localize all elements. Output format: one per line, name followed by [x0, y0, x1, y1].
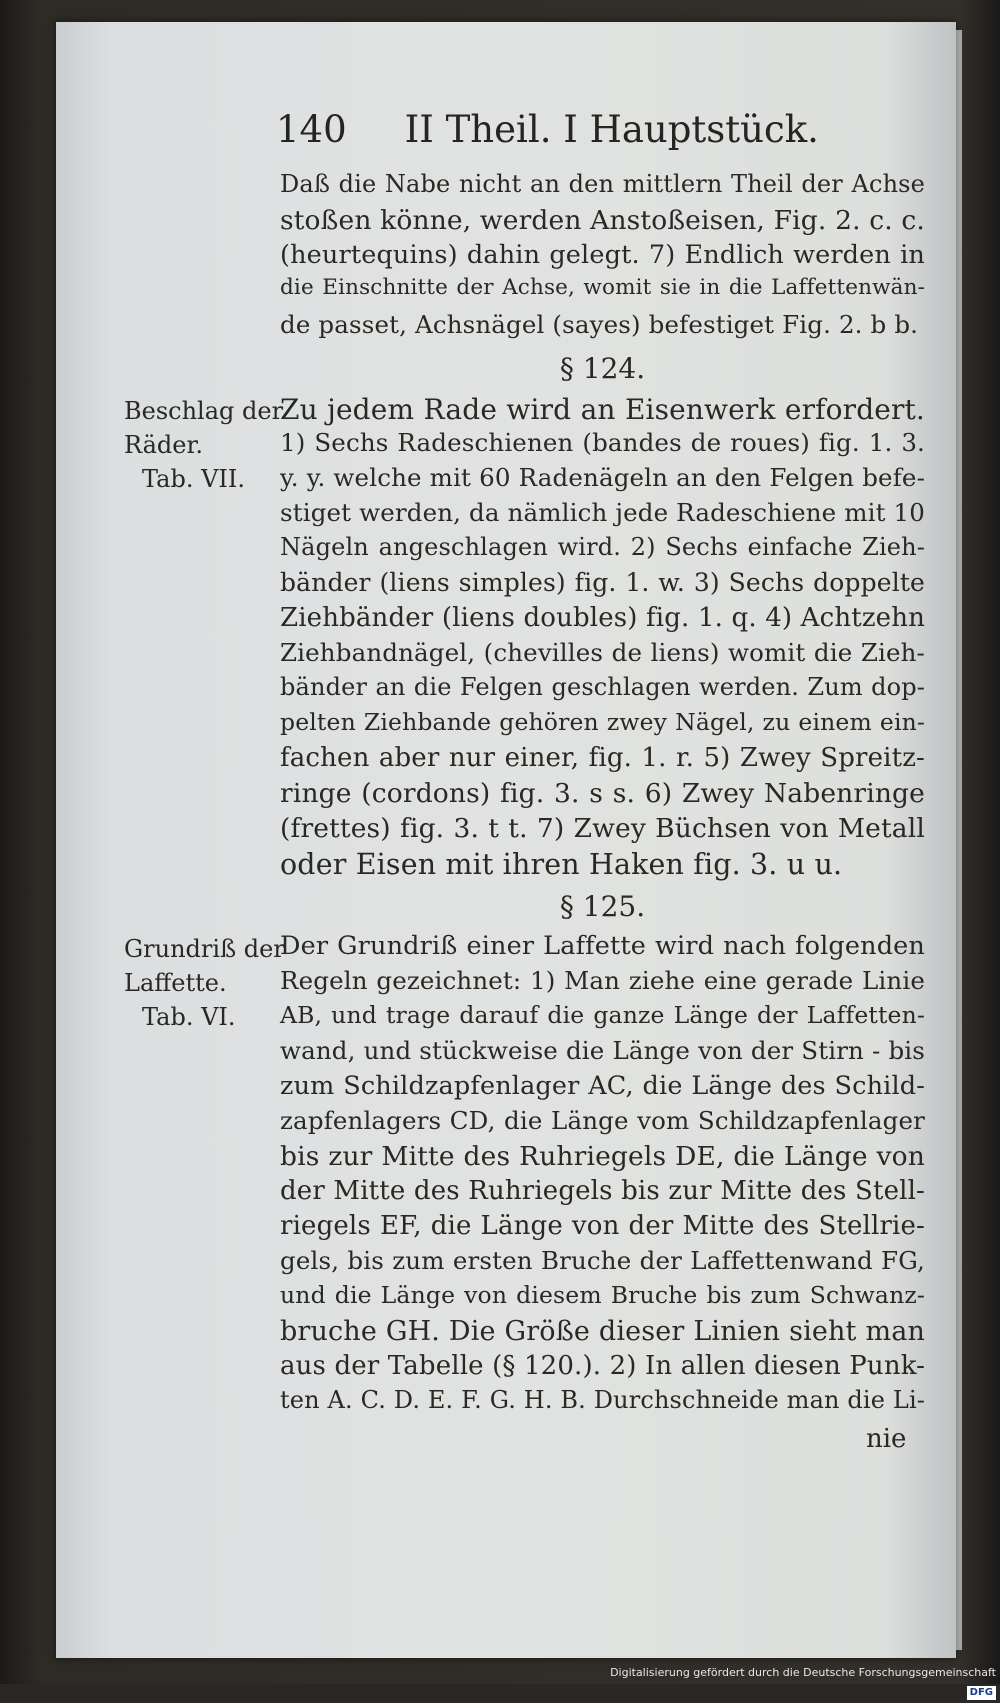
text-line: Ziehbandnägel, (chevilles de liens) womit die Zieh-	[280, 638, 925, 667]
text-line: Der Grundriß einer Laffette wird nach folgenden	[280, 931, 925, 961]
text-line: Daß die Nabe nicht an den mittlern Theil der Achse	[280, 170, 925, 198]
running-title: II Theil. I Hauptstück.	[404, 108, 819, 151]
text-line: zum Schildzapfenlager AC, die Länge des Schild-	[280, 1071, 925, 1101]
text-line: de passet, Achsnägel (sayes) befestiget Fig. 2. b b.	[280, 310, 919, 339]
text-line: Ziehbänder (liens doubles) fig. 1. q. 4) Achtzehn	[280, 603, 925, 633]
text-line: ringe (cordons) fig. 3. s s. 6) Zwey Nabenringe	[280, 778, 925, 809]
margin-note-line: Grundriß der	[124, 935, 285, 963]
text-line: zapfenlagers CD, die Länge vom Schildzapfenlager	[280, 1106, 925, 1135]
text-line: bänder (liens simples) fig. 1. w. 3) Sechs doppelte	[280, 568, 925, 597]
margin-note	[124, 394, 294, 496]
margin-note-line: Tab. VI.	[142, 1003, 236, 1031]
text-line: 1) Sechs Radeschienen (bandes de roues) fig. 1. 3.	[280, 428, 925, 457]
text-line: pelten Ziehbande gehören zwey Nägel, zu einem ein-	[280, 708, 925, 736]
text-line: AB, und trage darauf die ganze Länge der Laffetten-	[280, 1001, 925, 1029]
page-number: 140	[276, 108, 347, 151]
footer-text: Digitalisierung gefördert durch die Deutsche Forschungsgemeinschaft	[610, 1666, 996, 1679]
text-line: wand, und stückweise die Länge von der Stirn - bis	[280, 1036, 925, 1065]
text-line: (heurtequins) dahin gelegt. 7) Endlich werden in	[280, 240, 925, 270]
dfg-logo: DFG	[967, 1686, 996, 1700]
margin-note-line: Tab. VII.	[142, 465, 245, 493]
text-line: (frettes) fig. 3. t t. 7) Zwey Büchsen von Metall	[280, 813, 925, 844]
catchword: nie	[866, 1424, 907, 1454]
text-line: gels, bis zum ersten Bruche der Laffettenwand FG,	[280, 1246, 925, 1275]
text-line: bruche GH. Die Größe dieser Linien sieht man	[280, 1316, 925, 1347]
margin-note-line: Laffette.	[124, 969, 227, 997]
text-line: y. y. welche mit 60 Radenägeln an den Felgen befe-	[280, 463, 925, 492]
text-line: bis zur Mitte des Ruhriegels DE, die Länge von	[280, 1141, 925, 1172]
digitization-footer	[606, 1663, 996, 1698]
margin-note	[124, 932, 294, 1034]
section-heading: § 124.	[559, 352, 646, 385]
text-line: bänder an die Felgen geschlagen werden. Zum dop-	[280, 673, 925, 701]
section-heading: § 125.	[559, 890, 646, 923]
text-line: fachen aber nur einer, fig. 1. r. 5) Zwey Spreitz-	[280, 743, 925, 773]
text-line: Zu jedem Rade wird an Eisenwerk erfordert.	[280, 393, 925, 426]
text-line: riegels EF, die Länge von der Mitte des Stellrie-	[280, 1211, 925, 1241]
running-header	[276, 108, 936, 151]
text-line: die Einschnitte der Achse, womit sie in die Laffettenwän-	[280, 275, 925, 300]
margin-note-line: Räder.	[124, 431, 203, 459]
text-line: ten A. C. D. E. F. G. H. B. Durchschneide man die Li-	[280, 1386, 926, 1414]
text-line: der Mitte des Ruhriegels bis zur Mitte des Stell-	[280, 1176, 925, 1206]
text-line: stiget werden, da nämlich jede Radeschiene mit 10	[280, 498, 926, 527]
margin-note-line: Beschlag der	[124, 397, 284, 425]
text-line: oder Eisen mit ihren Haken fig. 3. u u.	[280, 848, 843, 881]
text-line: Regeln gezeichnet: 1) Man ziehe eine gerade Linie	[280, 966, 925, 995]
text-line: Nägeln angeschlagen wird. 2) Sechs einfache Zieh-	[280, 533, 925, 561]
text-line: aus der Tabelle (§ 120.). 2) In allen diesen Punk-	[280, 1351, 926, 1381]
text-line: und die Länge von diesem Bruche bis zum Schwanz-	[280, 1281, 925, 1309]
text-line: stoßen könne, werden Anstoßeisen, Fig. 2. c. c.	[280, 205, 925, 236]
